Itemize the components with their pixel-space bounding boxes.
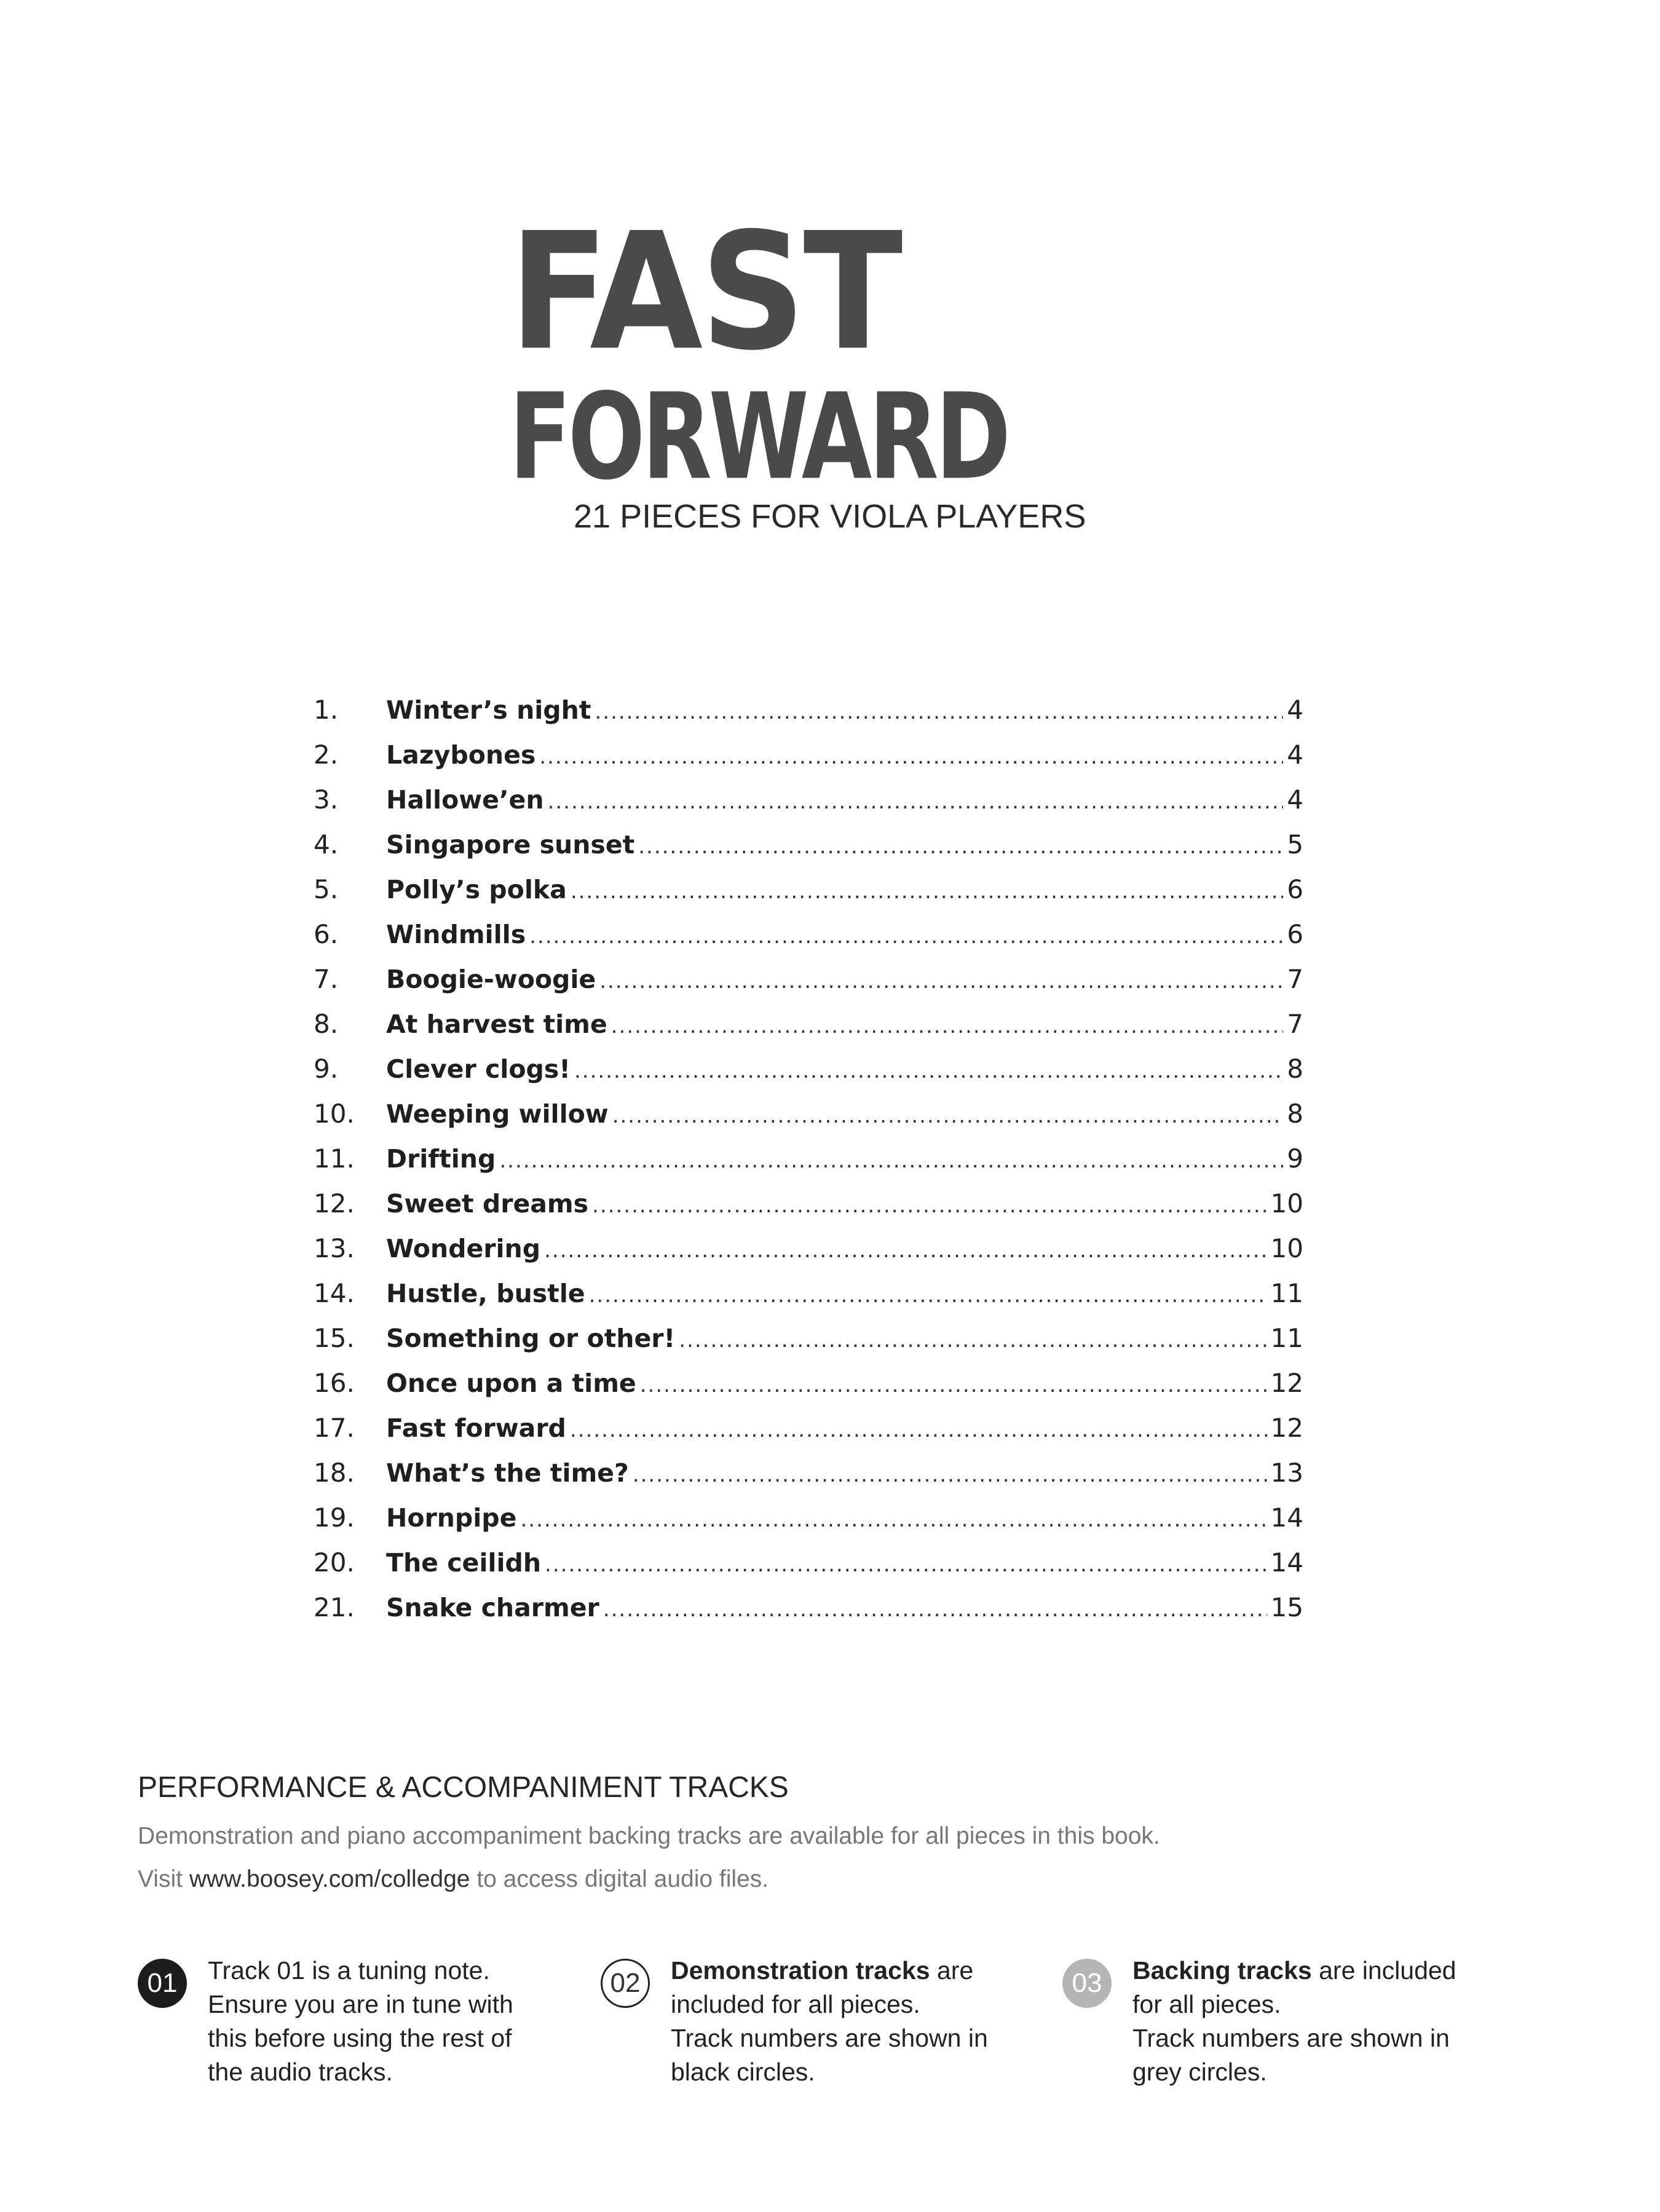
toc-piece-title: Winter’s night xyxy=(386,695,591,725)
toc-row xyxy=(314,1592,1303,1637)
toc-page-number: 13 xyxy=(1270,1458,1303,1488)
toc-row xyxy=(314,1547,1303,1592)
visit-suffix: to access digital audio files. xyxy=(470,1866,769,1892)
toc-piece-title: What’s the time? xyxy=(386,1458,629,1488)
toc-piece-title: The ceilidh xyxy=(386,1548,542,1578)
toc-page-number: 7 xyxy=(1287,1009,1303,1039)
toc-number: 11. xyxy=(314,1144,355,1174)
toc-number: 14. xyxy=(314,1278,355,1308)
toc-page-number: 12 xyxy=(1270,1413,1303,1443)
toc-number: 2. xyxy=(314,740,339,770)
toc-page-number: 15 xyxy=(1270,1592,1303,1622)
toc-row xyxy=(314,1009,1303,1054)
toc-row xyxy=(314,1278,1303,1323)
toc-piece-title: At harvest time xyxy=(386,1009,607,1039)
toc-row xyxy=(314,1368,1303,1413)
toc-leader-dots xyxy=(570,1413,1267,1443)
toc-leader-dots xyxy=(574,1054,1283,1084)
toc-leader-dots xyxy=(545,1547,1267,1578)
toc-row xyxy=(314,1323,1303,1368)
legend-02-line xyxy=(671,1954,1015,1988)
legend-02-line: Track numbers are shown in xyxy=(671,2024,988,2052)
toc-piece-title: Lazybones xyxy=(386,740,536,770)
toc-piece-title: Wondering xyxy=(386,1234,541,1263)
legend-text-03 xyxy=(1132,1954,1477,2089)
toc-page-number: 4 xyxy=(1287,740,1303,770)
legend-03-line: Track numbers are shown in xyxy=(1132,2024,1450,2052)
legend-02-line: black circles. xyxy=(671,2058,815,2086)
toc-row xyxy=(314,1233,1303,1278)
tracks-section xyxy=(138,1771,1552,1909)
tracks-heading: PERFORMANCE & ACCOMPANIMENT TRACKS xyxy=(138,1771,789,1804)
toc-row xyxy=(314,919,1303,964)
toc-page-number: 10 xyxy=(1270,1233,1303,1263)
toc-page-number: 8 xyxy=(1287,1054,1303,1084)
toc-piece-title: Hornpipe xyxy=(386,1503,517,1533)
legend-03-bold: Backing tracks xyxy=(1132,1956,1312,1985)
toc-piece-title: Drifting xyxy=(386,1144,496,1174)
toc-page-number: 14 xyxy=(1270,1547,1303,1578)
tracks-visit-line xyxy=(138,1866,1552,1893)
toc-number: 10. xyxy=(314,1099,355,1129)
toc-page-number: 6 xyxy=(1287,874,1303,904)
toc-leader-dots xyxy=(544,1233,1267,1263)
toc-piece-title: Snake charmer xyxy=(386,1593,599,1622)
toc-number: 9. xyxy=(314,1054,339,1084)
toc-row xyxy=(314,784,1303,829)
toc-leader-dots xyxy=(499,1144,1283,1174)
track-badge-grey: 03 xyxy=(1062,1959,1112,2008)
toc-piece-title: Something or other! xyxy=(386,1324,676,1353)
toc-number: 19. xyxy=(314,1503,355,1533)
legend-02-bold: Demonstration tracks xyxy=(671,1956,930,1985)
toc-row xyxy=(314,1054,1303,1099)
toc-piece-title: Sweet dreams xyxy=(386,1189,589,1219)
toc-leader-dots xyxy=(603,1592,1267,1622)
toc-page-number: 7 xyxy=(1287,964,1303,994)
book-title-block xyxy=(509,197,1124,535)
toc-number: 17. xyxy=(314,1413,355,1443)
toc-leader-dots xyxy=(638,829,1283,859)
legend-text-01 xyxy=(208,1954,552,2089)
tracks-description: Demonstration and piano accompaniment backing tracks are available for all pieces in this book. xyxy=(138,1823,1160,1849)
toc-page-number: 4 xyxy=(1287,695,1303,725)
title-line-forward: FORWARD xyxy=(509,367,1008,507)
toc-leader-dots xyxy=(679,1323,1267,1353)
book-subtitle: 21 PIECES FOR VIOLA PLAYERS xyxy=(574,498,1086,535)
toc-row xyxy=(314,1458,1303,1503)
toc-leader-dots xyxy=(539,740,1283,770)
toc-number: 15. xyxy=(314,1323,355,1353)
toc-number: 8. xyxy=(314,1009,339,1039)
toc-leader-dots xyxy=(589,1278,1267,1308)
track-badge-outline: 02 xyxy=(601,1959,650,2008)
toc-page-number: 8 xyxy=(1287,1099,1303,1129)
toc-number: 6. xyxy=(314,919,339,949)
toc-page-number: 14 xyxy=(1270,1503,1303,1533)
toc-page-number: 11 xyxy=(1270,1323,1303,1353)
legend-01-line: Track 01 is a tuning note. xyxy=(208,1956,490,1985)
toc-leader-dots xyxy=(640,1368,1267,1398)
toc-leader-dots xyxy=(633,1458,1267,1488)
toc-number: 20. xyxy=(314,1547,355,1578)
toc-number: 12. xyxy=(314,1188,355,1219)
toc-leader-dots xyxy=(599,964,1283,994)
toc-row xyxy=(314,695,1303,740)
toc-page-number: 11 xyxy=(1270,1278,1303,1308)
toc-leader-dots xyxy=(592,1188,1267,1219)
toc-page-number: 9 xyxy=(1287,1144,1303,1174)
toc-number: 7. xyxy=(314,964,339,994)
toc-row xyxy=(314,1144,1303,1188)
legend-01-line: the audio tracks. xyxy=(208,2058,393,2086)
toc-leader-dots xyxy=(611,1009,1284,1039)
toc-piece-title: Hallowe’en xyxy=(386,785,544,815)
legend-02-line: included for all pieces. xyxy=(671,1990,920,2018)
toc-piece-title: Windmills xyxy=(386,920,526,949)
toc-leader-dots xyxy=(595,695,1283,725)
visit-prefix: Visit xyxy=(138,1866,189,1892)
toc-row xyxy=(314,964,1303,1009)
toc-piece-title: Singapore sunset xyxy=(386,830,635,859)
legend-02-after: are xyxy=(930,1956,974,1985)
toc-number: 21. xyxy=(314,1592,355,1622)
toc-leader-dots xyxy=(571,874,1283,904)
legend-03-after: are included xyxy=(1311,1956,1456,1985)
toc-piece-title: Boogie-woogie xyxy=(386,965,596,994)
toc-number: 1. xyxy=(314,695,339,725)
toc-page-number: 6 xyxy=(1287,919,1303,949)
toc-number: 16. xyxy=(314,1368,355,1398)
legend-01-line: this before using the rest of xyxy=(208,2024,512,2052)
toc-row xyxy=(314,740,1303,784)
toc-piece-title: Fast forward xyxy=(386,1413,566,1443)
toc-page-number: 4 xyxy=(1287,784,1303,815)
toc-page-number: 5 xyxy=(1287,829,1303,859)
toc-page-number: 12 xyxy=(1270,1368,1303,1398)
toc-piece-title: Hustle, bustle xyxy=(386,1279,585,1308)
track-badge-black: 01 xyxy=(138,1959,187,2008)
legend-text-02 xyxy=(671,1954,1015,2089)
toc-number: 5. xyxy=(314,874,339,904)
legend-03-line: for all pieces. xyxy=(1132,1990,1281,2018)
toc-number: 3. xyxy=(314,784,339,815)
toc-page-number: 10 xyxy=(1270,1188,1303,1219)
legend-03-line: grey circles. xyxy=(1132,2058,1267,2086)
toc-row xyxy=(314,829,1303,874)
table-of-contents xyxy=(314,695,1303,1637)
title-line-fast: FAST xyxy=(509,197,901,386)
toc-piece-title: Polly’s polka xyxy=(386,875,567,904)
legend-01-line: Ensure you are in tune with xyxy=(208,1990,513,2018)
toc-number: 13. xyxy=(314,1233,355,1263)
toc-piece-title: Weeping willow xyxy=(386,1099,609,1129)
toc-piece-title: Once upon a time xyxy=(386,1369,636,1398)
legend-03-line xyxy=(1132,1954,1477,1988)
toc-row xyxy=(314,1099,1303,1144)
toc-row xyxy=(314,874,1303,919)
toc-leader-dots xyxy=(520,1503,1267,1533)
toc-number: 18. xyxy=(314,1458,355,1488)
boosey-link[interactable]: www.boosey.com/colledge xyxy=(189,1866,470,1892)
toc-row xyxy=(314,1188,1303,1233)
toc-piece-title: Clever clogs! xyxy=(386,1054,571,1084)
toc-number: 4. xyxy=(314,829,339,859)
toc-leader-dots xyxy=(612,1099,1284,1129)
toc-row xyxy=(314,1413,1303,1458)
toc-leader-dots xyxy=(548,784,1284,815)
toc-leader-dots xyxy=(529,919,1283,949)
toc-row xyxy=(314,1503,1303,1547)
